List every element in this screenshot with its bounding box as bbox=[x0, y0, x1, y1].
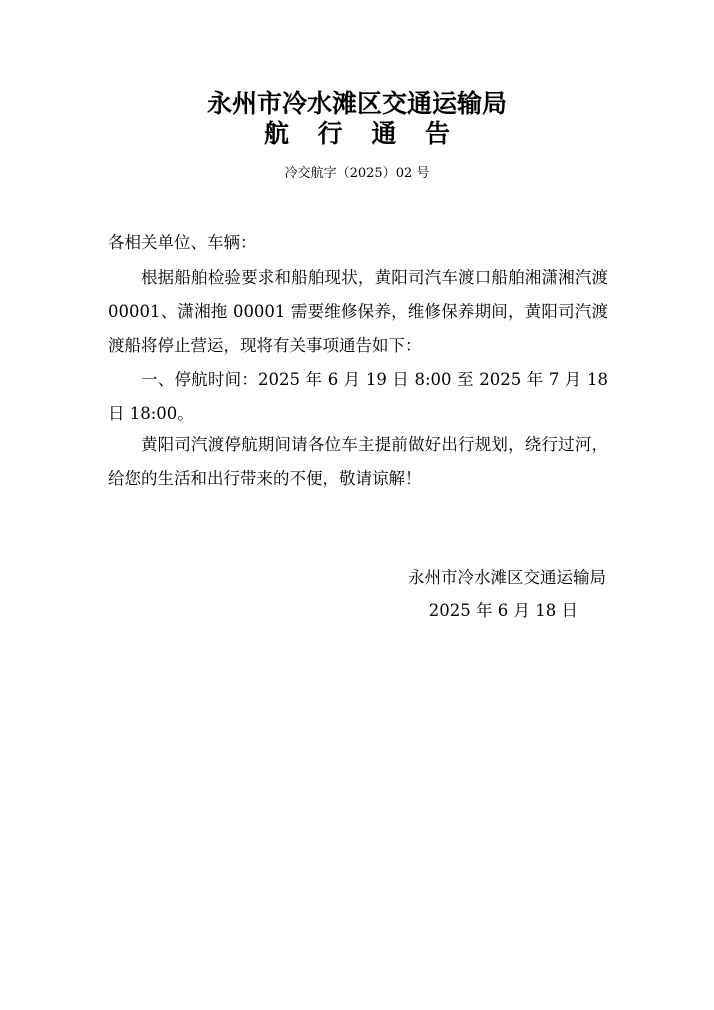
salutation: 各相关单位、车辆： bbox=[108, 233, 257, 252]
body-paragraph-reason bbox=[108, 261, 608, 363]
body-paragraph-apology bbox=[108, 428, 608, 496]
paragraph-text: 根据船舶检验要求和船舶现状，黄阳司汽车渡口船舶湘潇湘汽渡 00001、潇湘拖 00001 需要维修保养，维修保养期间，黄阳司汽渡渡船将停止营运，现将有关事项通告如下： bbox=[108, 268, 608, 355]
document-number: 冷交航字（2025）02 号 bbox=[284, 166, 430, 181]
signature-organization: 永州市冷水滩区交通运输局 bbox=[408, 568, 606, 587]
paragraph-text: 一、停航时间：2025 年 6 月 19 日 8:00 至 2025 年 7 月 18 日 18:00。 bbox=[108, 370, 608, 423]
notice-title: 航 行 通 告 bbox=[263, 119, 461, 148]
paragraph-text: 黄阳司汽渡停航期间请各位车主提前做好出行规划，绕行过河，给您的生活和出行带来的不便，敬请谅解！ bbox=[108, 435, 608, 488]
issuing-authority-title: 永州市冷水滩区交通运输局 bbox=[206, 89, 507, 118]
signature-date: 2025 年 6 月 18 日 bbox=[428, 601, 578, 620]
body-paragraph-suspension-time bbox=[108, 363, 608, 431]
